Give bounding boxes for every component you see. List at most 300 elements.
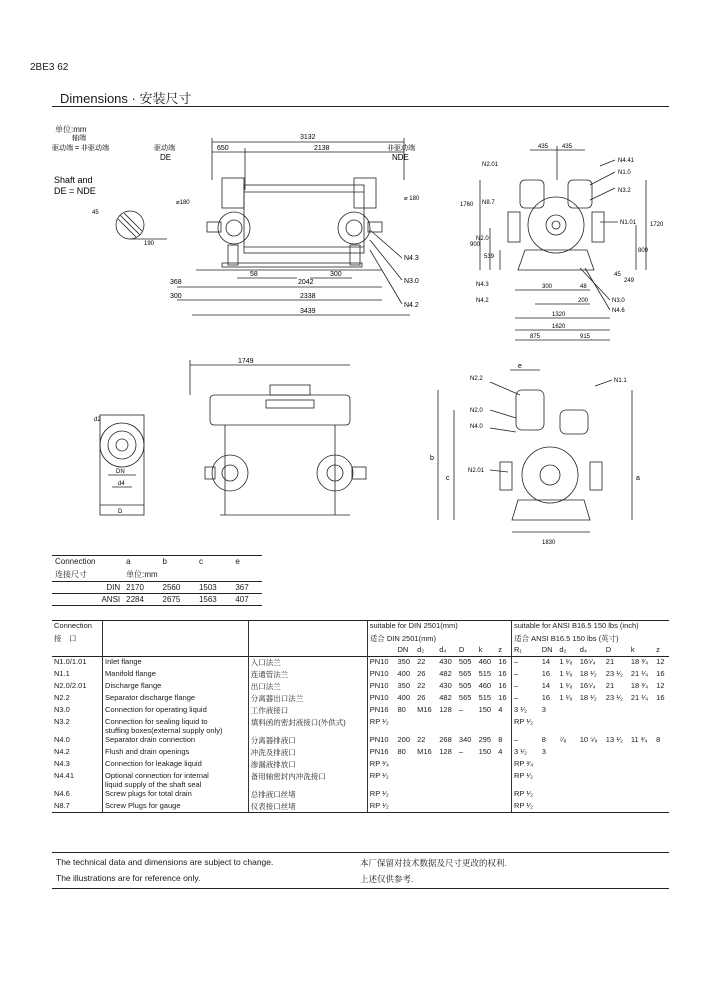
table-row [52, 657, 669, 669]
dim-2138: 2138 [314, 145, 330, 152]
din-cell [415, 759, 437, 771]
footer-note-en-1: The technical data and dimensions are subject to change. [56, 857, 274, 867]
shaft-cn-label: 轴端 [72, 135, 86, 142]
dim-300c: 300 [542, 284, 553, 290]
desc-line: Screw Plugs for gauge [105, 800, 181, 810]
connection-desc-cn: 总排液口丝堵 [248, 789, 367, 801]
din-cell: 400 [397, 692, 410, 702]
side-view-drawing [52, 130, 432, 330]
footer-note-cn-2: 上述仅供参考. [360, 874, 414, 884]
nozzle-n87: N8.7 [482, 200, 495, 206]
ansi-cell: 18 ³⁄₄ [630, 657, 649, 666]
dim-2042: 2042 [298, 279, 314, 286]
ansi-cell [654, 705, 669, 717]
connection-desc-cn: 渗漏液排放口 [248, 759, 367, 771]
pressure-rating: PN10 [367, 693, 395, 705]
din-col-header: z [498, 644, 502, 654]
desc-line: Inlet flange [105, 657, 142, 666]
din-cell [477, 759, 497, 771]
ansi-cell [629, 747, 654, 759]
dim-650: 650 [217, 145, 229, 152]
ansi-cell: 16 [656, 668, 665, 678]
ansi-cell: 18 ¹⁄₂ [579, 668, 597, 678]
connection-desc-en [103, 657, 249, 669]
din-cell: 268 [439, 734, 452, 744]
din-col-header: k [478, 644, 483, 654]
dim-915: 915 [580, 334, 591, 340]
dim-d: D [118, 509, 123, 515]
connection-desc-en [103, 801, 249, 813]
nozzle-n42: N4.2 [404, 302, 419, 309]
dim-2338: 2338 [300, 293, 316, 300]
ansi-cell: RP ¹⁄₂ [512, 717, 540, 735]
ansi-cell [557, 747, 577, 759]
ansi-cell: 3 ¹⁄₂ [512, 705, 540, 717]
dim-45b: 45 [614, 272, 621, 278]
din-cell [457, 801, 477, 813]
cell: 1563 [198, 594, 217, 604]
ansi-title-cn: 适合 ANSI B16.5 150 lbs (英寸) [512, 633, 669, 645]
din-cell [395, 801, 415, 813]
separator-side-drawing [90, 355, 410, 535]
dim-435b: 435 [562, 144, 573, 150]
ansi-col-header: k [630, 644, 635, 654]
ansi-cell [557, 771, 577, 789]
din-title-cn: 适合 DIN 2501(mm) [367, 633, 511, 645]
table-row [52, 681, 669, 693]
connection-desc-en [103, 693, 249, 705]
ansi-cell: 8 [541, 734, 546, 744]
dim-dn: DN [116, 469, 125, 475]
connection-desc-en [103, 789, 249, 801]
connection-id: N4.0 [54, 734, 70, 744]
connection-desc-cn: 分离器排液口 [248, 735, 367, 747]
ansi-cell: – [512, 735, 540, 747]
din-cell: 4 [498, 746, 503, 756]
ansi-cell [540, 789, 558, 801]
din-cell: 505 [458, 657, 472, 666]
ansi-cell: 8 [656, 734, 661, 744]
din-cell: – [458, 704, 464, 714]
dim-1749: 1749 [238, 358, 254, 365]
din-cell: M16 [417, 704, 432, 714]
ansi-cell: – [512, 681, 540, 693]
din-cell [437, 801, 457, 813]
connection-id: N3.2 [54, 716, 70, 726]
din-cell [437, 771, 457, 789]
nozzle-n201b: N2.01 [468, 468, 485, 474]
din-cell [395, 759, 415, 771]
ansi-title: suitable for ANSI B16.5 150 lbs (inch) [512, 621, 669, 633]
din-cell: 565 [458, 668, 472, 678]
unit-label: 单位:mm [55, 125, 87, 134]
table-row [52, 693, 669, 705]
dim-1620: 1620 [552, 324, 566, 330]
din-cell: 22 [417, 680, 426, 690]
din-cell: 22 [417, 734, 426, 744]
footer-rule-top [52, 852, 669, 853]
ansi-cell [604, 705, 629, 717]
nozzle-n32: N3.2 [618, 188, 631, 194]
din-cell: 8 [498, 734, 503, 744]
dim-58: 58 [250, 271, 258, 278]
ansi-cell [604, 789, 629, 801]
desc-line-2: stuffing boxes(external supply only) [105, 725, 223, 735]
din-cell: 26 [417, 668, 426, 678]
footer-note-cn-1: 本厂保留对技术数据及尺寸更改的权利. [360, 858, 507, 868]
dim-809: 809 [638, 248, 649, 254]
dim-875: 875 [530, 334, 541, 340]
connection-desc-cn: 填料函的密封液接口(外供式) [248, 717, 367, 735]
ansi-cell [540, 759, 558, 771]
din-cell: – [458, 746, 464, 756]
ansi-cell [557, 705, 577, 717]
table-row [52, 705, 669, 717]
ansi-cell [540, 771, 558, 789]
ansi-cell: RP ¹⁄₂ [512, 771, 540, 789]
din-cell [437, 717, 457, 735]
din-cell [496, 771, 511, 789]
din-cell: 460 [478, 680, 492, 690]
nozzle-n43: N4.3 [404, 255, 419, 262]
dim-190: 190 [144, 241, 155, 247]
din-cell [496, 789, 511, 801]
ansi-cell [578, 717, 604, 735]
col-b: b [162, 557, 167, 567]
non-drive-cn: 非驱动端 [387, 145, 415, 152]
ansi-cell [654, 801, 669, 813]
desc-line: Separator discharge flange [105, 692, 196, 702]
connection-desc-cn: 连通管法兰 [248, 669, 367, 681]
ansi-cell: 14 [541, 657, 551, 666]
ansi-cell [604, 771, 629, 789]
dim-200: 200 [578, 298, 589, 304]
connection-desc-cn: 备用轴密封内冲洗接口 [248, 771, 367, 789]
ansi-cell: 21 [605, 680, 615, 690]
ansi-cell: 21 ¹⁄₄ [630, 668, 649, 678]
din-cell: 128 [439, 704, 452, 714]
ansi-cell [557, 759, 577, 771]
din-col-header: DN [397, 644, 409, 654]
pressure-rating: PN10 [367, 657, 395, 669]
connection-desc-en [103, 717, 249, 735]
dim-48: 48 [580, 284, 587, 290]
connection-desc-cn: 仪表接口丝堵 [248, 801, 367, 813]
din-cell: 565 [458, 692, 472, 702]
din-cell: 128 [439, 746, 452, 756]
ansi-cell: 3 [541, 704, 546, 714]
ansi-col-header: d₄ [579, 644, 587, 654]
din-cell: 22 [417, 657, 426, 666]
connection-id: N4.41 [54, 770, 75, 780]
din-cell [496, 717, 511, 735]
ansi-cell: 12 [656, 657, 665, 666]
connection-id: N4.3 [54, 758, 70, 768]
pressure-rating: PN10 [367, 669, 395, 681]
connection-id: N2.0/2.01 [54, 680, 87, 690]
col-e: e [235, 557, 240, 567]
table-header-cn: 连接尺寸 [55, 569, 87, 579]
cell: 2284 [126, 594, 144, 604]
ansi-cell: 16⁵⁄₄ [579, 680, 596, 690]
table-header: Connection [55, 557, 96, 567]
din-cell: 482 [439, 692, 452, 702]
din-cell [457, 759, 477, 771]
din-cell [437, 789, 457, 801]
cell: 407 [235, 594, 249, 604]
din-cell: 350 [397, 657, 410, 666]
nozzle-n30: N3.0 [404, 278, 419, 285]
connection-desc-en [103, 747, 249, 759]
pressure-rating: RP ¹⁄₂ [367, 801, 395, 813]
ansi-cell [578, 801, 604, 813]
din-cell: 16 [498, 657, 507, 666]
desc-line: Discharge flange [105, 680, 162, 690]
ansi-col-header: DN [541, 644, 553, 654]
dim-249: 249 [624, 278, 635, 284]
din-cell [415, 771, 437, 789]
ansi-cell [629, 771, 654, 789]
nozzle-n11: N1.1 [614, 378, 627, 384]
desc-line: Separator drain connection [105, 734, 196, 744]
din-cell: 430 [439, 657, 452, 666]
din-cell [477, 771, 497, 789]
connection-desc-en [103, 771, 249, 789]
dim-45: 45 [92, 210, 99, 216]
din-cell [395, 771, 415, 789]
de-label: DE [160, 153, 172, 162]
din-cell: 4 [498, 704, 503, 714]
dim-d2: d2 [94, 417, 101, 423]
table-row [52, 759, 669, 771]
ansi-cell: – [512, 657, 540, 669]
ansi-cell [604, 747, 629, 759]
ansi-cell [629, 789, 654, 801]
nozzle-n20b: N2.0 [470, 408, 483, 414]
desc-line: Connection for sealing liquid to [105, 716, 208, 726]
table-row [52, 593, 262, 605]
ansi-col-header: R₁ [512, 645, 540, 657]
din-cell: 515 [478, 692, 492, 702]
dim-c: c [446, 475, 450, 482]
pressure-rating: PN10 [367, 735, 395, 747]
table-row [52, 747, 669, 759]
nozzle-n30b: N3.0 [612, 298, 625, 304]
din-cell [477, 789, 497, 801]
ansi-cell: RP ¹⁄₂ [512, 789, 540, 801]
connection-id: N8.7 [54, 800, 70, 810]
din-cell: 80 [397, 746, 406, 756]
cell: 1503 [198, 582, 217, 592]
ansi-cell: 23 ¹⁄₂ [605, 668, 623, 678]
cell: 2170 [126, 582, 144, 592]
ansi-cell: 1 ¹⁄₈ [559, 668, 573, 678]
din-cell: 16 [498, 668, 507, 678]
din-cell: 80 [397, 704, 406, 714]
ansi-cell: 1 ¹⁄₈ [559, 680, 573, 690]
ansi-cell [629, 801, 654, 813]
ansi-cell [654, 747, 669, 759]
dim-1830: 1830 [542, 540, 556, 546]
nde-label: NDE [392, 153, 409, 162]
ansi-cell [557, 789, 577, 801]
din-cell: 350 [397, 680, 410, 690]
connection-id: N1.0/1.01 [54, 657, 87, 666]
din-cell: 150 [478, 704, 492, 714]
dim-3132: 3132 [300, 134, 316, 141]
dim-435a: 435 [538, 144, 549, 150]
dim-e: e [518, 363, 522, 370]
connection-desc-en [103, 705, 249, 717]
din-cell [477, 801, 497, 813]
nozzle-n201: N2.01 [482, 162, 499, 168]
ansi-cell: 18 ¹⁄₂ [579, 692, 597, 702]
ansi-cell [578, 705, 604, 717]
footer-rule-bottom [52, 888, 669, 889]
drive-end-cn: 驱动端 [154, 145, 175, 152]
connection-id: N4.2 [54, 746, 70, 756]
din-cell: 150 [478, 746, 492, 756]
ansi-cell: ⁷⁄₈ [559, 734, 567, 744]
desc-line: Connection for leakage liquid [105, 758, 202, 768]
ansi-cell [629, 705, 654, 717]
din-cell [496, 801, 511, 813]
conn-header: Connection [54, 621, 92, 630]
ansi-cell: 16 [541, 668, 551, 678]
connection-dimension-table [52, 555, 262, 606]
ansi-cell [540, 717, 558, 735]
ansi-cell: RP ³⁄₄ [512, 759, 540, 771]
table-row [52, 581, 262, 593]
dim-180b: ⌀ 180 [404, 196, 420, 202]
ansi-cell [654, 759, 669, 771]
ansi-cell [654, 771, 669, 789]
din-cell [395, 789, 415, 801]
nozzle-n22: N2.2 [470, 376, 483, 382]
ansi-cell [654, 789, 669, 801]
ansi-cell: 14 [541, 680, 551, 690]
ansi-cell: 3 ¹⁄₂ [512, 747, 540, 759]
din-cell [477, 717, 497, 735]
din-cell [496, 759, 511, 771]
nozzle-n42b: N4.2 [476, 298, 489, 304]
desc-line-2: liquid supply of the shaft seal [105, 779, 202, 789]
row-label: DIN [106, 582, 121, 592]
ansi-cell [578, 759, 604, 771]
din-cell [415, 717, 437, 735]
ansi-cell [578, 789, 604, 801]
pressure-rating: RP ¹⁄₂ [367, 771, 395, 789]
pressure-rating: PN16 [367, 747, 395, 759]
ansi-cell: 3 [541, 746, 546, 756]
ansi-cell: 21 [605, 657, 615, 666]
ansi-cell [654, 717, 669, 735]
connection-desc-en [103, 669, 249, 681]
din-cell: 295 [478, 734, 492, 744]
connection-id: N3.0 [54, 704, 70, 714]
dim-900: 900 [470, 242, 481, 248]
din-cell: 430 [439, 680, 452, 690]
ansi-cell [557, 801, 577, 813]
nozzle-n10: N1.0 [618, 170, 631, 176]
connection-desc-cn: 分离器出口法兰 [248, 693, 367, 705]
ansi-cell: 18 ³⁄₄ [630, 680, 649, 690]
table-row [52, 735, 669, 747]
de-nde-label: DE = NDE [54, 186, 96, 196]
connection-id: N2.2 [54, 692, 70, 702]
din-cell: M16 [417, 746, 432, 756]
nozzle-n441: N4.41 [618, 158, 635, 164]
dim-1320: 1320 [552, 312, 566, 318]
pressure-rating: PN16 [367, 705, 395, 717]
ansi-cell: 1 ¹⁄₈ [559, 657, 573, 666]
din-cell: 16 [498, 680, 507, 690]
end-view-drawing [440, 140, 670, 350]
din-cell: 515 [478, 668, 492, 678]
ansi-cell: – [512, 669, 540, 681]
connection-desc-cn: 工作液接口 [248, 705, 367, 717]
connection-desc-en [103, 759, 249, 771]
footer-note-en-2: The illustrations are for reference only. [56, 873, 201, 883]
din-cell [415, 801, 437, 813]
dim-300b: 300 [170, 293, 182, 300]
pressure-rating: PN10 [367, 681, 395, 693]
unit-cell: 单位:mm [126, 569, 158, 579]
din-cell: 505 [458, 680, 472, 690]
table-row [52, 801, 669, 813]
din-col-header: D [458, 644, 465, 654]
col-a: a [126, 557, 131, 567]
din-cell: 340 [458, 734, 472, 744]
document-code: 2BE3 62 [30, 62, 69, 73]
ansi-cell [557, 717, 577, 735]
conn-header-cn: 接 口 [54, 633, 77, 643]
din-title: suitable for DIN 2501(mm) [367, 621, 511, 633]
table-row [52, 789, 669, 801]
din-cell [457, 771, 477, 789]
connection-desc-cn: 出口法兰 [248, 681, 367, 693]
din-cell: 16 [498, 692, 507, 702]
ansi-col-header: D [605, 644, 612, 654]
dim-368: 368 [170, 279, 182, 286]
dim-1760: 1760 [460, 202, 474, 208]
desc-line: Screw plugs for total drain [105, 788, 192, 798]
desc-line: Manifold flange [105, 668, 156, 678]
ansi-cell: 11 ³⁄₄ [630, 734, 648, 744]
ansi-cell: 16 [656, 692, 665, 702]
connection-id: N1.1 [54, 668, 70, 678]
din-cell: 482 [439, 668, 452, 678]
din-col-header: d₂ [417, 644, 425, 654]
connection-desc-en [103, 735, 249, 747]
nozzle-n101: N1.01 [620, 220, 637, 226]
desc-line: Optional connection for internal [105, 770, 209, 780]
dim-1720: 1720 [650, 222, 664, 228]
din-cell [457, 717, 477, 735]
ansi-cell [578, 771, 604, 789]
table-row [52, 669, 669, 681]
din-col-header: d₄ [439, 644, 447, 654]
dim-300a: 300 [330, 271, 342, 278]
ansi-cell: 23 ¹⁄₂ [605, 692, 623, 702]
table-row [52, 771, 669, 789]
ansi-col-header: z [656, 644, 660, 654]
cell: 367 [235, 582, 249, 592]
dim-3439: 3439 [300, 308, 316, 315]
cell: 2675 [162, 594, 181, 604]
ansi-cell [629, 717, 654, 735]
pressure-rating: RP ³⁄₄ [367, 759, 395, 771]
